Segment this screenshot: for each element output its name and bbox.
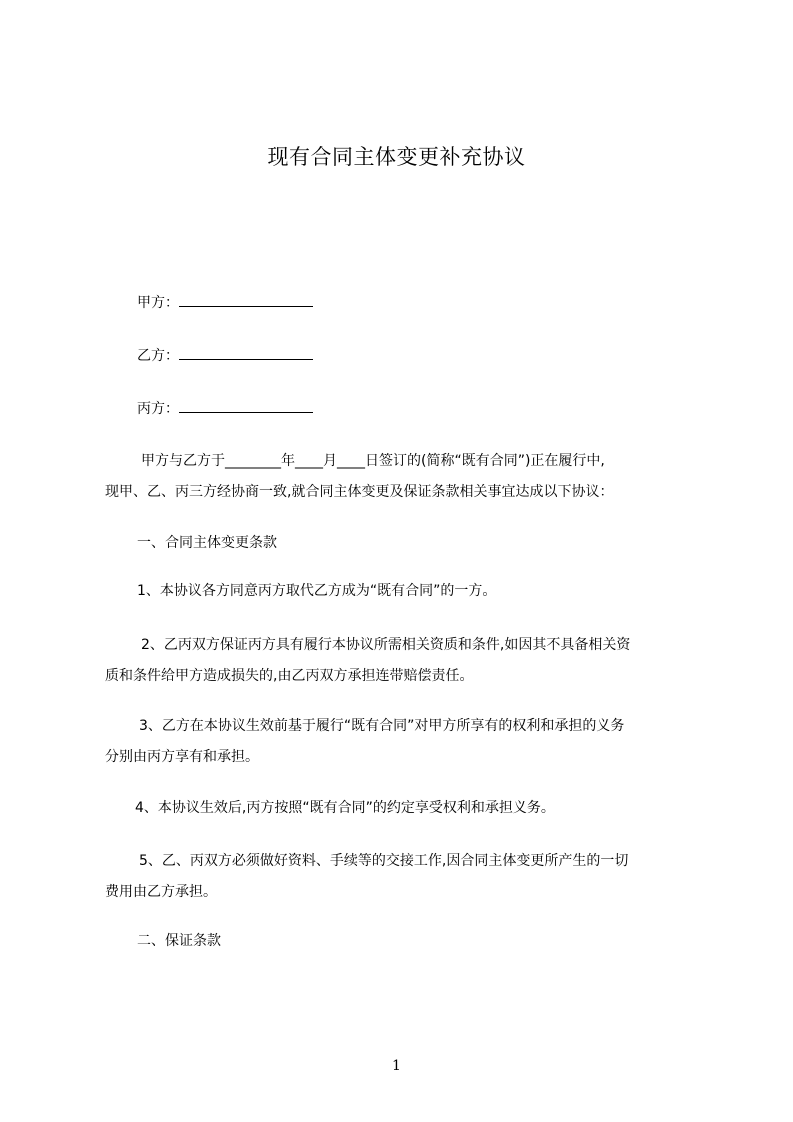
clause-3-line-1: 3、乙方在本协议生效前基于履行“既有合同”对甲方所享有的权利和承担的义务 (139, 718, 625, 734)
party-a-label: 甲方： (137, 295, 179, 311)
clause-4 (105, 793, 705, 824)
party-c-blank-line (179, 398, 313, 413)
clause-2-line-1: 2、乙丙双方保证丙方具有履行本协议所需相关资质和条件,如因其不具备相关资 (141, 637, 631, 653)
page-number: 1 (392, 1058, 401, 1074)
clause-1-line-1: 1、本协议各方同意丙方取代乙方成为“既有合同”的一方。 (137, 583, 497, 599)
section-1-heading: 一、合同主体变更条款 (137, 535, 277, 551)
party-b-blank-line (179, 345, 313, 360)
clause-3 (105, 711, 705, 773)
intro-line-2: 现甲、乙、丙三方经协商一致,就合同主体变更及保证条款相关事宜达成以下协议： (105, 484, 614, 500)
party-c-label: 丙方： (137, 401, 179, 417)
clause-4-line-1: 4、本协议生效后,丙方按照“既有合同”的约定享受权利和承担义务。 (135, 800, 555, 816)
party-c-field (137, 398, 313, 419)
clause-2-line-2: 质和条件给甲方造成损失的,由乙丙双方承担连带赔偿责任。 (105, 668, 474, 684)
section-2-heading: 二、保证条款 (137, 933, 221, 949)
intro-paragraph (105, 446, 705, 508)
clause-5 (105, 846, 705, 908)
party-b-label: 乙方： (137, 348, 179, 364)
clause-2 (105, 630, 705, 692)
clause-1 (105, 576, 705, 607)
clause-5-line-2: 费用由乙方承担。 (105, 884, 217, 900)
intro-line-1: 甲方与乙方于________年____月____日签订的(简称“既有合同”)正在履行中, (141, 453, 605, 469)
clause-5-line-1: 5、乙、丙双方必须做好资料、手续等的交接工作,因合同主体变更所产生的一切 (139, 853, 629, 869)
party-a-blank-line (179, 292, 313, 307)
party-a-field (137, 292, 313, 313)
party-b-field (137, 345, 313, 366)
document-title: 现有合同主体变更补充协议 (267, 145, 526, 169)
clause-3-line-2: 分别由丙方享有和承担。 (105, 749, 259, 765)
